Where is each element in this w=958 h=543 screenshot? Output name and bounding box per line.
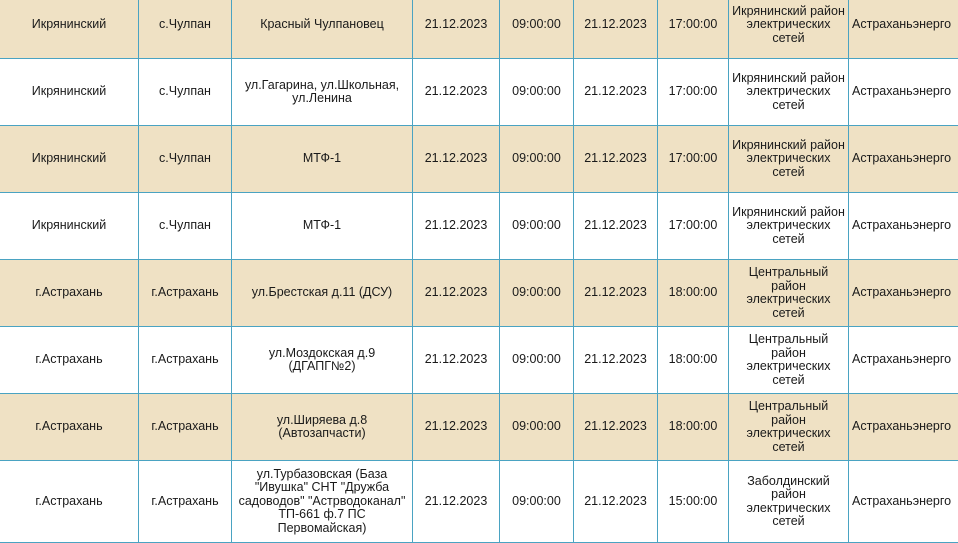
- start-time-cell: 09:00:00: [500, 0, 574, 59]
- start-date-cell: 21.12.2023: [413, 461, 500, 543]
- address-cell: МТФ-1: [232, 126, 413, 193]
- table-row: [0, 260, 958, 327]
- start-time-cell: 09:00:00: [500, 327, 574, 394]
- table-row: [0, 461, 958, 543]
- network-unit-cell: Икрянинский район электрических сетей: [729, 0, 849, 59]
- end-time-cell: 18:00:00: [658, 327, 729, 394]
- district-cell: г.Астрахань: [0, 461, 139, 543]
- address-cell: ул.Гагарина, ул.Школьная, ул.Ленина: [232, 59, 413, 126]
- start-date-cell: 21.12.2023: [413, 59, 500, 126]
- address-cell: МТФ-1: [232, 193, 413, 260]
- locality-cell: г.Астрахань: [139, 461, 232, 543]
- organization-cell: Астраханьэнерго: [849, 260, 958, 327]
- end-time-cell: 17:00:00: [658, 126, 729, 193]
- end-time-cell: 17:00:00: [658, 59, 729, 126]
- end-date-cell: 21.12.2023: [574, 59, 658, 126]
- organization-cell: Астраханьэнерго: [849, 461, 958, 543]
- end-date-cell: 21.12.2023: [574, 461, 658, 543]
- address-cell: ул.Турбазовская (База "Ивушка" СНТ "Дружба садоводов" "Астрводоканал" ТП-661 ф.7 ПС Первомайская): [232, 461, 413, 543]
- end-date-cell: 21.12.2023: [574, 193, 658, 260]
- table-row: [0, 394, 958, 461]
- locality-cell: г.Астрахань: [139, 394, 232, 461]
- locality-cell: г.Астрахань: [139, 327, 232, 394]
- locality-cell: с.Чулпан: [139, 193, 232, 260]
- network-unit-cell: Центральный район электрических сетей: [729, 394, 849, 461]
- start-date-cell: 21.12.2023: [413, 0, 500, 59]
- start-date-cell: 21.12.2023: [413, 394, 500, 461]
- start-time-cell: 09:00:00: [500, 59, 574, 126]
- table-row: [0, 0, 958, 59]
- start-date-cell: 21.12.2023: [413, 126, 500, 193]
- network-unit-cell: Икрянинский район электрических сетей: [729, 59, 849, 126]
- table-row: [0, 327, 958, 394]
- organization-cell: Астраханьэнерго: [849, 0, 958, 59]
- district-cell: Икрянинский: [0, 126, 139, 193]
- network-unit-cell: Центральный район электрических сетей: [729, 260, 849, 327]
- network-unit-cell: Икрянинский район электрических сетей: [729, 193, 849, 260]
- district-cell: Икрянинский: [0, 193, 139, 260]
- start-time-cell: 09:00:00: [500, 394, 574, 461]
- district-cell: г.Астрахань: [0, 394, 139, 461]
- end-time-cell: 18:00:00: [658, 260, 729, 327]
- locality-cell: г.Астрахань: [139, 260, 232, 327]
- end-time-cell: 17:00:00: [658, 193, 729, 260]
- network-unit-cell: Икрянинский район электрических сетей: [729, 126, 849, 193]
- start-time-cell: 09:00:00: [500, 260, 574, 327]
- end-date-cell: 21.12.2023: [574, 394, 658, 461]
- network-unit-cell: Заболдинский район электрических сетей: [729, 461, 849, 543]
- locality-cell: с.Чулпан: [139, 126, 232, 193]
- table-row: [0, 193, 958, 260]
- district-cell: г.Астрахань: [0, 327, 139, 394]
- table-row: [0, 59, 958, 126]
- district-cell: Икрянинский: [0, 0, 139, 59]
- start-date-cell: 21.12.2023: [413, 260, 500, 327]
- start-time-cell: 09:00:00: [500, 461, 574, 543]
- start-time-cell: 09:00:00: [500, 193, 574, 260]
- address-cell: ул.Моздокская д.9 (ДГАПГ№2): [232, 327, 413, 394]
- organization-cell: Астраханьэнерго: [849, 394, 958, 461]
- organization-cell: Астраханьэнерго: [849, 327, 958, 394]
- start-date-cell: 21.12.2023: [413, 193, 500, 260]
- end-time-cell: 15:00:00: [658, 461, 729, 543]
- organization-cell: Астраханьэнерго: [849, 59, 958, 126]
- end-date-cell: 21.12.2023: [574, 260, 658, 327]
- end-time-cell: 18:00:00: [658, 394, 729, 461]
- address-cell: ул.Ширяева д.8 (Автозапчасти): [232, 394, 413, 461]
- address-cell: Красный Чулпановец: [232, 0, 413, 59]
- organization-cell: Астраханьэнерго: [849, 126, 958, 193]
- district-cell: Икрянинский: [0, 59, 139, 126]
- locality-cell: с.Чулпан: [139, 59, 232, 126]
- start-date-cell: 21.12.2023: [413, 327, 500, 394]
- district-cell: г.Астрахань: [0, 260, 139, 327]
- address-cell: ул.Брестская д.11 (ДСУ): [232, 260, 413, 327]
- end-time-cell: 17:00:00: [658, 0, 729, 59]
- end-date-cell: 21.12.2023: [574, 126, 658, 193]
- end-date-cell: 21.12.2023: [574, 0, 658, 59]
- end-date-cell: 21.12.2023: [574, 327, 658, 394]
- network-unit-cell: Центральный район электрических сетей: [729, 327, 849, 394]
- locality-cell: с.Чулпан: [139, 0, 232, 59]
- start-time-cell: 09:00:00: [500, 126, 574, 193]
- table-row: [0, 126, 958, 193]
- organization-cell: Астраханьэнерго: [849, 193, 958, 260]
